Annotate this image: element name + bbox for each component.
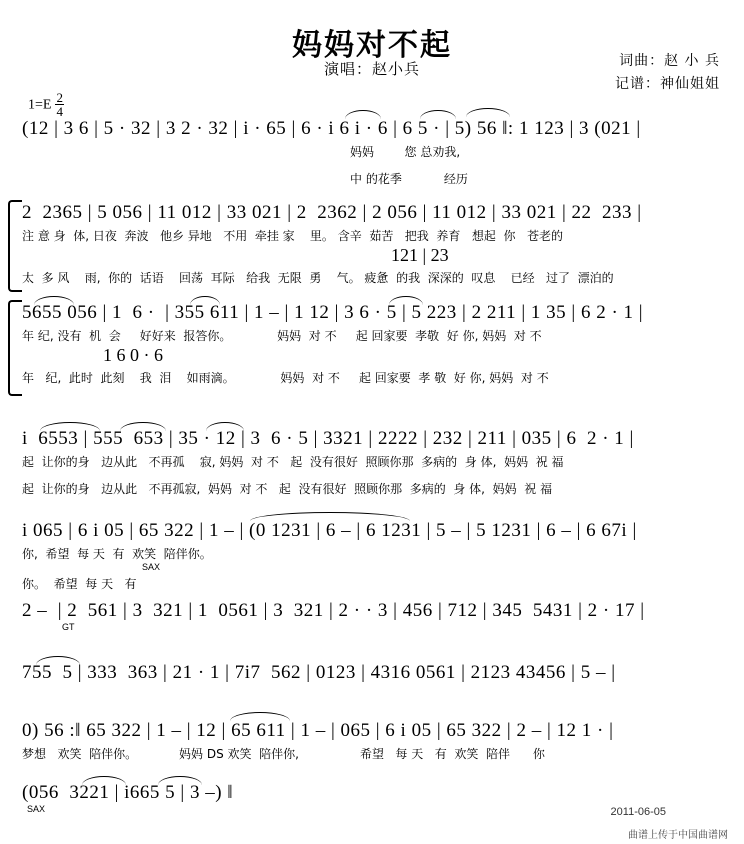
first-ending-bracket: [250, 512, 410, 521]
stave-5-lyric-1: 你, 希望 每 天 有 欢笑 陪伴你。: [22, 546, 212, 561]
stave-5-instrument-tag: SAX: [22, 561, 161, 572]
stave-9-notes: (056 3221 | i665 5 | 3 –) ‖: [22, 782, 234, 803]
stave-2-notes: 2 2365 | 5 056 | 11 012 | 33 021 | 2 2362 | 2 056 | 11 012 | 33 021 | 22 233 |: [22, 202, 642, 223]
second-ending-bracket: [230, 712, 290, 721]
slur-mark: [420, 110, 456, 119]
stave-8-lyric-1: 梦想 欢笑 陪伴你。 妈妈 DS 欢笑 陪伴你, 希望 每 天 有 欢笑 陪伴 你: [22, 746, 545, 761]
stave-2-lyric-1: 注 意 身 体, 日夜 奔波 他乡 异地 不用 牵挂 家 里。 含辛 茹苦 把我 养育 想起 你 苍老的: [22, 228, 563, 243]
stave-9-instrument-tag: SAX: [22, 803, 46, 814]
stave-5-notes: i 065 | 6 i 05 | 65 322 | 1 – | (0 1231 | 6 – | 6 1231 | 5 – | 5 1231 | 6 – | 6 67i |: [22, 520, 637, 541]
stave-5: [22, 520, 722, 592]
slur-mark: [345, 110, 381, 119]
composer-credit: 词曲：赵 小 兵: [619, 53, 720, 69]
repeat-brace: [8, 200, 22, 292]
stave-2-lyric-2: 太 多 风 雨, 你的 话语 回荡 耳际 给我 无限 勇 气。 疲惫 的我 深深的 叹息 已经 过了 漂泊的: [22, 270, 614, 285]
slur-mark: [466, 108, 510, 117]
slur-mark: [389, 296, 423, 305]
stave-1-lyric-2: 中 的花季 经历: [22, 171, 468, 186]
stave-3-notes: 5655 056 | 1 6 · | 355 611 | 1 – | 1 12 | 3 6 · 5 | 5 223 | 2 211 | 1 35 | 6 2 · 1 |: [22, 302, 644, 323]
stave-4-lyric-2: 起 让你的身 边从此 不再孤寂, 妈妈 对 不 起 没有很好 照顾你那 多病的 身 体, 妈妈 祝 福: [22, 481, 553, 496]
slur-mark: [158, 776, 202, 785]
repeat-brace: [8, 300, 22, 396]
transcriber-credit: 记谱：神仙姐姐: [615, 76, 720, 92]
stave-6-notes: 2 – | 2 561 | 3 321 | 1 0561 | 3 321 | 2 · · 3 | 456 | 712 | 345 5431 | 2 · 17 |: [22, 600, 645, 621]
stave-7: [22, 662, 722, 684]
slur-mark: [82, 776, 126, 785]
slur-mark: [120, 422, 166, 431]
singer-line: 演唱：赵小兵: [323, 60, 420, 78]
stave-6-instrument-tag: GT: [22, 621, 75, 632]
slur-mark: [206, 422, 244, 431]
stave-8-notes: 0) 56 :‖ 65 322 | 1 – | 12 | 65 611 | 1 – | 065 | 6 i 05 | 65 322 | 2 – | 12 1 · |: [22, 720, 614, 741]
stave-1: [22, 118, 722, 187]
stave-2: [22, 202, 722, 286]
stave-5-lyric-2: 你。 希望 每 天 有: [22, 576, 137, 591]
stave-3-lyric-1: 年 纪, 没有 机 会 好好来 报答你。 妈妈 对 不 起 回家要 孝敬 好 你, 妈妈 对 不: [22, 328, 542, 343]
stave-6: [22, 600, 722, 632]
key-signature: [28, 92, 64, 119]
page-title: 妈妈对不起: [292, 28, 452, 63]
stave-4-notes: i 6553 | 555 653 | 35 · 12 | 3 6 · 5 | 3321 | 2222 | 232 | 211 | 035 | 6 2 · 1 |: [22, 428, 634, 449]
footer-site: 曲谱上传于中国曲谱网: [628, 830, 728, 841]
stave-7-notes: 755 5 | 333 363 | 21 · 1 | 7i7 562 | 0123 | 4316 0561 | 2123 43456 | 5 – |: [22, 662, 616, 683]
time-signature: $\frac{2}{4}$: [56, 90, 63, 119]
stave-4: [22, 428, 722, 497]
slur-mark: [34, 296, 74, 305]
stave-3: [22, 302, 722, 386]
stave-1-lyric-1: 妈妈 您 总劝我,: [22, 144, 461, 159]
footer-date: 2011-06-05: [610, 806, 666, 818]
slur-mark: [190, 296, 220, 305]
stave-3-ossia: 1 6 0 · 6: [22, 344, 163, 365]
stave-4-lyric-1: 起 让你的身 边从此 不再孤 寂, 妈妈 对 不 起 没有很好 照顾你那 多病的 身 体, 妈妈 祝 福: [22, 454, 564, 469]
stave-2-ossia: 121 | 23: [22, 244, 449, 265]
key-label: 1=E: [28, 97, 52, 113]
slur-mark: [36, 656, 80, 665]
slur-mark: [40, 422, 100, 431]
stave-8: [22, 720, 722, 762]
stave-1-notes: (12 | 3 6 | 5 · 32 | 3 2 · 32 | i · 65 | 6 · i 6 i · 6 | 6 5 · | 5) 56 ‖: 1 123 | 3 (021 |: [22, 118, 641, 139]
stave-3-lyric-2: 年 纪, 此时 此刻 我 泪 如雨滴。 妈妈 对 不 起 回家要 孝 敬 好 你, 妈妈 对 不: [22, 370, 549, 385]
